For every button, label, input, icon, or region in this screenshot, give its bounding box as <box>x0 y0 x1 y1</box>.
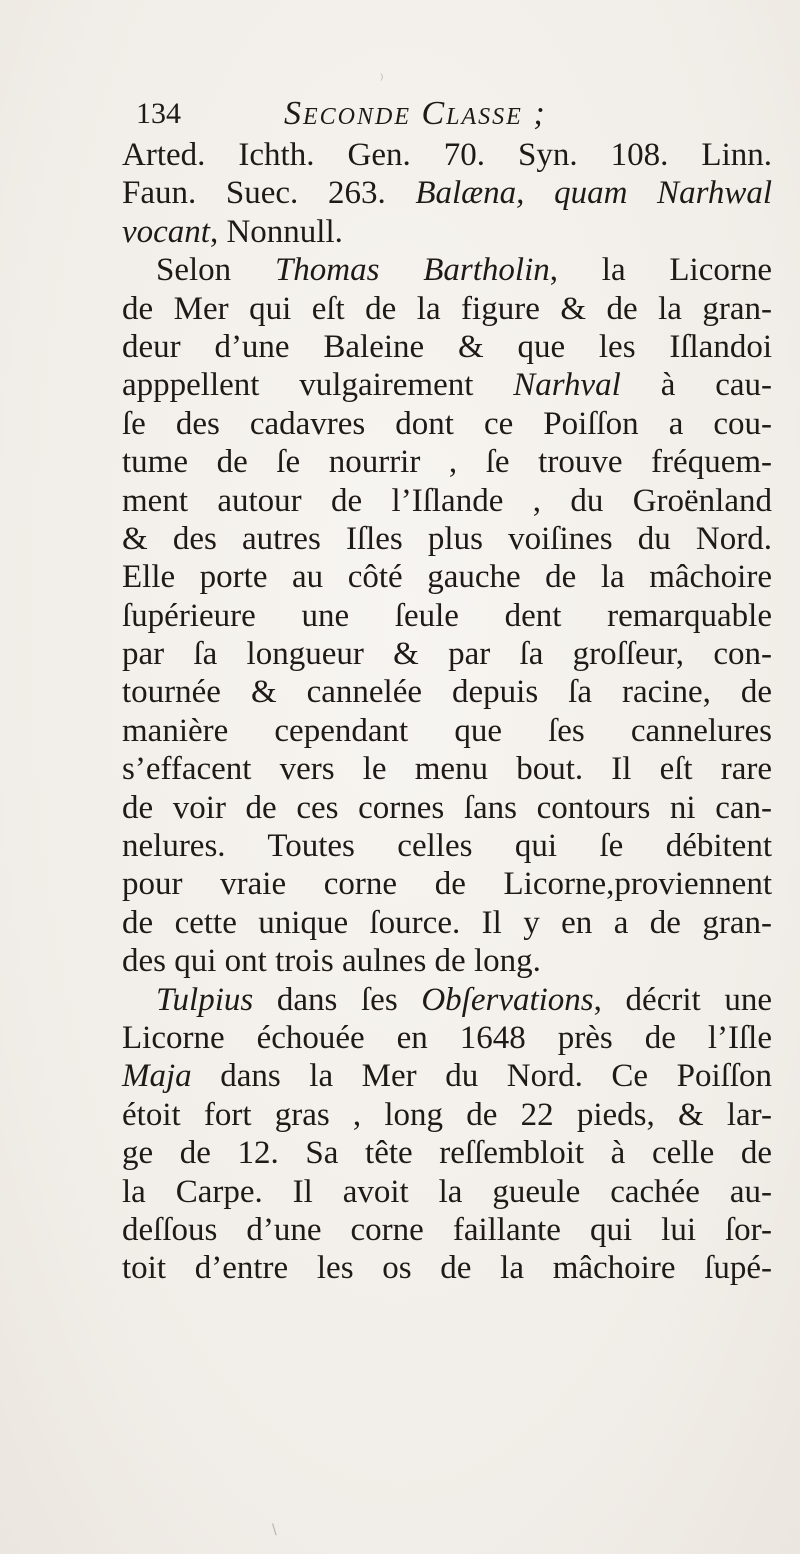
italic-text: Balæna, quam Narhwal <box>415 175 772 212</box>
text-line <box>122 213 772 251</box>
text-span: , Nonnull. <box>209 213 343 250</box>
text-line <box>122 712 772 750</box>
text-span: ſe des cadavres dont ce Poiſſon a cou- <box>122 405 772 442</box>
text-line <box>122 1134 772 1172</box>
italic-text: Tulpius <box>156 981 254 1018</box>
text-line <box>122 366 772 404</box>
text-line <box>122 290 772 328</box>
text-span: s’effacent vers le menu bout. Il eſt rare <box>122 751 772 788</box>
text-span: étoit fort gras , long de 22 pieds, & lar- <box>122 1096 772 1133</box>
text-span: & des autres Iſles plus voiſines du Nord. <box>122 520 772 557</box>
text-line <box>122 1096 772 1134</box>
text-span: , décrit une <box>593 981 772 1018</box>
text-line <box>122 1173 772 1211</box>
text-line <box>122 1057 772 1095</box>
text-line <box>122 865 772 903</box>
text-line <box>122 328 772 366</box>
text-span: apppellent vulgairement <box>122 367 514 404</box>
italic-text: Thomas Bartholin <box>274 252 550 289</box>
italic-text: Obſervations <box>421 981 594 1018</box>
text-line <box>122 251 772 289</box>
text-line <box>122 136 772 174</box>
text-line <box>122 443 772 481</box>
text-span: toit d’entre les os de la mâchoire ſupé- <box>122 1250 772 1287</box>
text-span: ment autour de l’Iſlande , du Groënland <box>122 482 772 519</box>
margin-mark: \ <box>272 1522 277 1538</box>
text-span: tume de ſe nourrir , ſe trouve fréquem- <box>122 444 772 481</box>
text-span: Licorne échouée en 1648 près de l’Iſle <box>122 1019 772 1056</box>
italic-text: Narhval <box>513 367 621 404</box>
text-span: deſſous d’une corne faillante qui lui ſor- <box>122 1211 772 1248</box>
text-span: pour vraie corne de Licorne,proviennent <box>122 866 772 903</box>
text-span: tournée & cannelée depuis ſa racine, de <box>122 674 772 711</box>
body-text <box>122 136 772 1288</box>
text-line <box>122 789 772 827</box>
text-span: de cette unique ſource. Il y en a de gran- <box>122 904 772 941</box>
italic-text: Maja <box>122 1058 192 1095</box>
text-line <box>122 174 772 212</box>
text-line <box>122 635 772 673</box>
text-span: Selon <box>156 252 275 289</box>
italic-text: vocant <box>122 213 210 250</box>
text-line <box>122 597 772 635</box>
text-line <box>122 520 772 558</box>
text-line <box>122 558 772 596</box>
text-line <box>122 750 772 788</box>
text-span: , la Licorne <box>549 252 772 289</box>
text-line <box>122 827 772 865</box>
text-span: Elle porte au côté gauche de la mâchoire <box>122 559 772 596</box>
text-span: ge de 12. Sa tête reſſembloit à celle de <box>122 1135 772 1172</box>
text-span: dans la Mer du Nord. Ce Poiſſon <box>191 1058 772 1095</box>
text-line <box>122 942 772 980</box>
text-span: Arted. Ichth. Gen. 70. Syn. 108. Linn. <box>122 137 772 173</box>
text-line <box>122 405 772 443</box>
text-span: manière cependant que ſes cannelures <box>122 712 772 749</box>
text-line <box>122 482 772 520</box>
text-span: nelures. Toutes celles qui ſe débitent <box>122 828 772 865</box>
text-line <box>122 1249 772 1287</box>
text-span: Faun. Suec. 263. <box>122 175 416 212</box>
text-span: la Carpe. Il avoit la gueule cachée au- <box>122 1173 772 1210</box>
text-span: de voir de ces cornes ſans contours ni can- <box>122 789 772 826</box>
text-span: à cau- <box>620 367 772 404</box>
text-span: deur d’une Baleine & que les Iſlandoi <box>122 328 772 365</box>
text-line <box>122 904 772 942</box>
margin-mark: ⁾ <box>380 72 384 88</box>
text-span: de Mer qui eſt de la figure & de la gran- <box>122 290 772 327</box>
text-span: dans ſes <box>253 981 422 1018</box>
page-number: 134 <box>136 97 181 130</box>
text-line <box>122 1211 772 1249</box>
text-line <box>122 1019 772 1057</box>
text-span: ſupérieure une ſeule dent remarquable <box>122 597 772 634</box>
page-header <box>136 92 766 136</box>
text-line <box>122 981 772 1019</box>
text-span: par ſa longueur & par ſa groſſeur, con- <box>122 636 772 673</box>
text-line <box>122 673 772 711</box>
text-span: des qui ont trois aulnes de long. <box>122 943 541 980</box>
running-title: Seconde Classe ; <box>284 95 547 132</box>
